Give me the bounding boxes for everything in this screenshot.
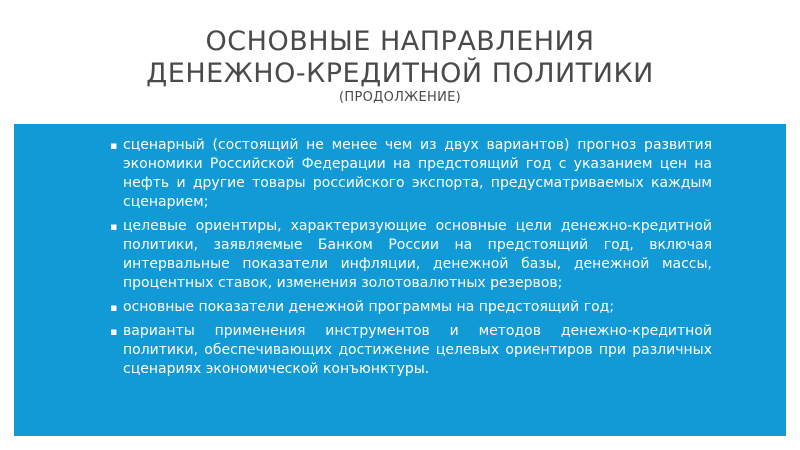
bullet-text: целевые ориентиры, характеризующие основные цели денежно-кредитной политики, заявляемые Банком России на предстоящий год, включая интервальные показатели инфляции, денежной базы, денежной массы, процентных ставок, изменения золотовалютных резервов; [123, 218, 712, 291]
bullet-item [110, 217, 712, 293]
bullet-icon: ▪ [110, 325, 118, 338]
bullet-item [110, 136, 712, 212]
bullet-item [110, 298, 712, 317]
bullet-item [110, 322, 712, 379]
bullet-list [110, 136, 712, 384]
title-area [0, 0, 800, 124]
slide-title-line-2: ДЕНЕЖНО-КРЕДИТНОЙ ПОЛИТИКИ [146, 58, 654, 89]
slide-title-line-1: ОСНОВНЫЕ НАПРАВЛЕНИЯ [205, 26, 595, 57]
content-area [14, 124, 786, 436]
bullet-icon: ▪ [110, 139, 118, 152]
bullet-text: сценарный (состоящий не менее чем из двух вариантов) прогноз развития экономики Российской Федерации на предстоящий год с указанием цен на нефть и другие товары российского экспорта, предусматриваемых каждым сценарием; [123, 137, 712, 210]
bullet-icon: ▪ [110, 220, 118, 233]
bullet-icon: ▪ [110, 301, 118, 314]
slide-subtitle: (ПРОДОЛЖЕНИЕ) [339, 90, 461, 105]
bullet-text: варианты применения инструментов и методов денежно-кредитной политики, обеспечивающих достижение целевых ориентиров при различных сценариях экономической конъюнктуры. [123, 323, 712, 377]
bullet-text: основные показатели денежной программы на предстоящий год; [123, 299, 615, 315]
